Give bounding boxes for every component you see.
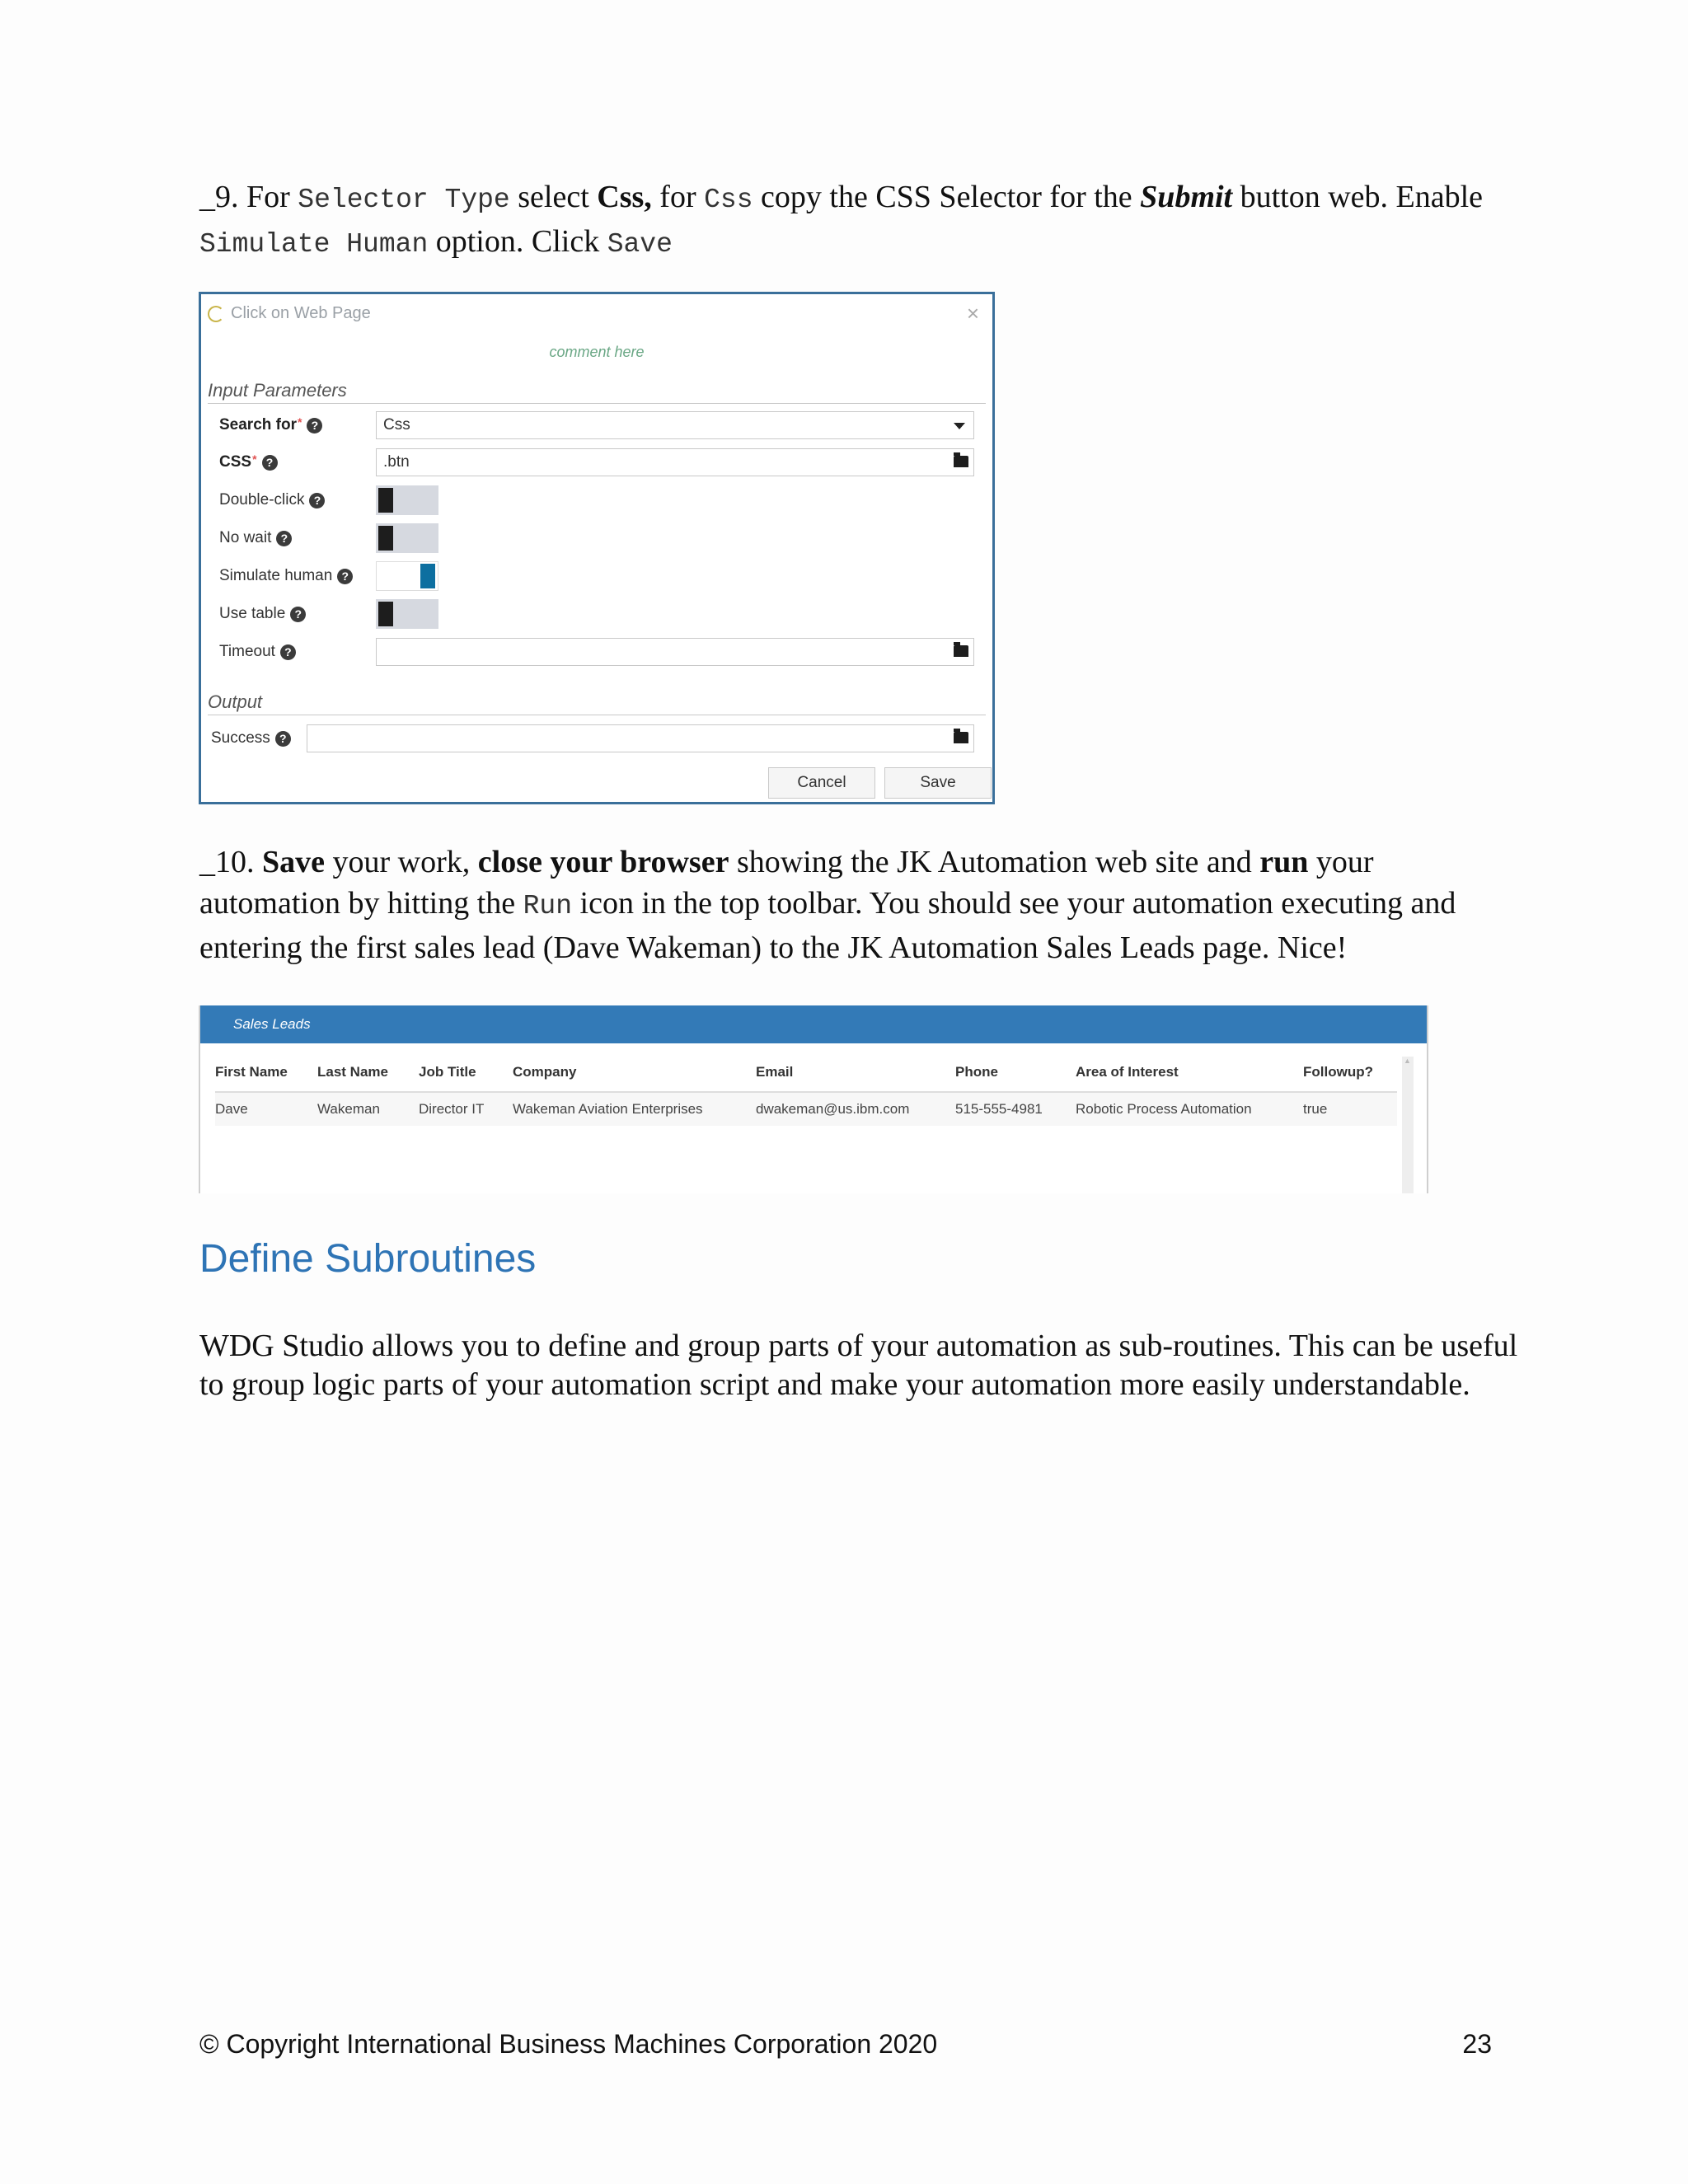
click-on-web-page-dialog	[199, 292, 995, 804]
column-header[interactable]: Last Name	[317, 1060, 419, 1092]
cell-job-title: Director IT	[419, 1101, 485, 1117]
column-header[interactable]: Email	[756, 1060, 955, 1092]
folder-icon[interactable]	[954, 732, 968, 743]
column-header[interactable]: Company	[513, 1060, 756, 1092]
help-icon[interactable]: ?	[280, 644, 296, 660]
cell-phone: 515-555-4981	[955, 1101, 1043, 1117]
required-marker: *	[297, 415, 302, 429]
table-row[interactable]	[215, 1092, 1397, 1126]
divider	[208, 403, 986, 404]
cell-area-of-interest: Robotic Process Automation	[1076, 1101, 1252, 1117]
copyright-text: © Copyright International Business Machines Corporation 2020	[199, 2029, 938, 2059]
css-label: CSS	[219, 453, 252, 471]
help-icon[interactable]: ?	[276, 531, 292, 546]
double-click-label: Double-click	[219, 491, 305, 509]
css-input[interactable]: .btn	[376, 448, 974, 476]
step-10-paragraph: _10. Save your work, close your browser showing the JK Automation web site and run your automation by hitting the Run icon in the top toolbar. You should see your automation executing and entering the first sales lead (Dave Wakeman) to the JK Automation Sales Leads page. Nice!	[199, 845, 1456, 965]
simulate-human-label: Simulate human	[219, 567, 333, 584]
page-number: 23	[1462, 2029, 1492, 2059]
param-timeout	[219, 636, 974, 668]
param-use-table	[219, 598, 974, 630]
column-header[interactable]: Followup?	[1303, 1060, 1397, 1092]
success-input[interactable]	[307, 724, 974, 752]
column-header[interactable]: Job Title	[419, 1060, 513, 1092]
cell-email: dwakeman@us.ibm.com	[756, 1101, 910, 1117]
search-for-label: Search for	[219, 416, 297, 434]
column-header[interactable]: First Name	[215, 1060, 317, 1092]
page-footer	[199, 2029, 1492, 2060]
help-icon[interactable]: ?	[309, 493, 325, 509]
intro-paragraph: WDG Studio allows you to define and group parts of your automation as sub-routines. This can be useful to group logic parts of your automation script and make your automation more easily understandable.	[199, 1329, 1518, 1402]
cell-followup: true	[1303, 1101, 1328, 1117]
save-button[interactable]: Save	[884, 767, 992, 799]
section-heading: Define Subroutines	[199, 1237, 537, 1281]
required-marker: *	[252, 452, 257, 466]
timeout-label: Timeout	[219, 643, 275, 660]
comment-field[interactable]: comment here	[549, 344, 645, 360]
no-wait-toggle[interactable]	[376, 523, 438, 553]
help-icon[interactable]: ?	[337, 569, 353, 584]
cell-company: Wakeman Aviation Enterprises	[513, 1101, 703, 1117]
use-table-label: Use table	[219, 605, 286, 622]
param-no-wait	[219, 523, 974, 554]
no-wait-label: No wait	[219, 529, 272, 546]
column-header[interactable]: Phone	[955, 1060, 1076, 1092]
cancel-button[interactable]: Cancel	[768, 767, 875, 799]
column-header[interactable]: Area of Interest	[1076, 1060, 1303, 1092]
cell-first-name: Dave	[215, 1101, 248, 1117]
search-for-select[interactable]: Css	[376, 411, 974, 439]
close-icon[interactable]: ×	[966, 301, 979, 326]
timeout-input[interactable]	[376, 638, 974, 666]
help-icon[interactable]: ?	[290, 607, 306, 622]
folder-icon[interactable]	[954, 645, 968, 657]
help-icon[interactable]: ?	[275, 731, 291, 747]
chevron-down-icon	[954, 423, 965, 429]
dialog-title	[208, 304, 371, 323]
folder-icon[interactable]	[954, 456, 968, 467]
simulate-human-toggle[interactable]	[376, 561, 438, 591]
output-heading: Output	[208, 691, 263, 712]
sales-leads-header: Sales Leads	[200, 1005, 1427, 1043]
dialog-title-text: Click on Web Page	[231, 304, 371, 322]
spinner-icon	[208, 306, 224, 322]
param-search-for	[219, 410, 974, 441]
help-icon[interactable]: ?	[307, 418, 322, 434]
input-parameters-heading: Input Parameters	[208, 380, 347, 401]
param-double-click	[219, 485, 974, 516]
success-label: Success	[211, 729, 270, 747]
cell-last-name: Wakeman	[317, 1101, 380, 1117]
double-click-toggle[interactable]	[376, 485, 438, 515]
scrollbar[interactable]	[1402, 1057, 1414, 1193]
sales-leads-panel	[199, 1005, 1428, 1193]
param-simulate-human	[219, 560, 974, 592]
output-success	[211, 723, 974, 754]
help-icon[interactable]: ?	[262, 455, 278, 471]
step-9-paragraph: _9. For Selector Type select Css, for Css copy the CSS Selector for the Submit button web. Enable Simulate Human option. Click Save	[199, 180, 1484, 260]
use-table-toggle[interactable]	[376, 599, 438, 629]
param-css	[219, 447, 974, 478]
sales-leads-table	[215, 1060, 1397, 1126]
